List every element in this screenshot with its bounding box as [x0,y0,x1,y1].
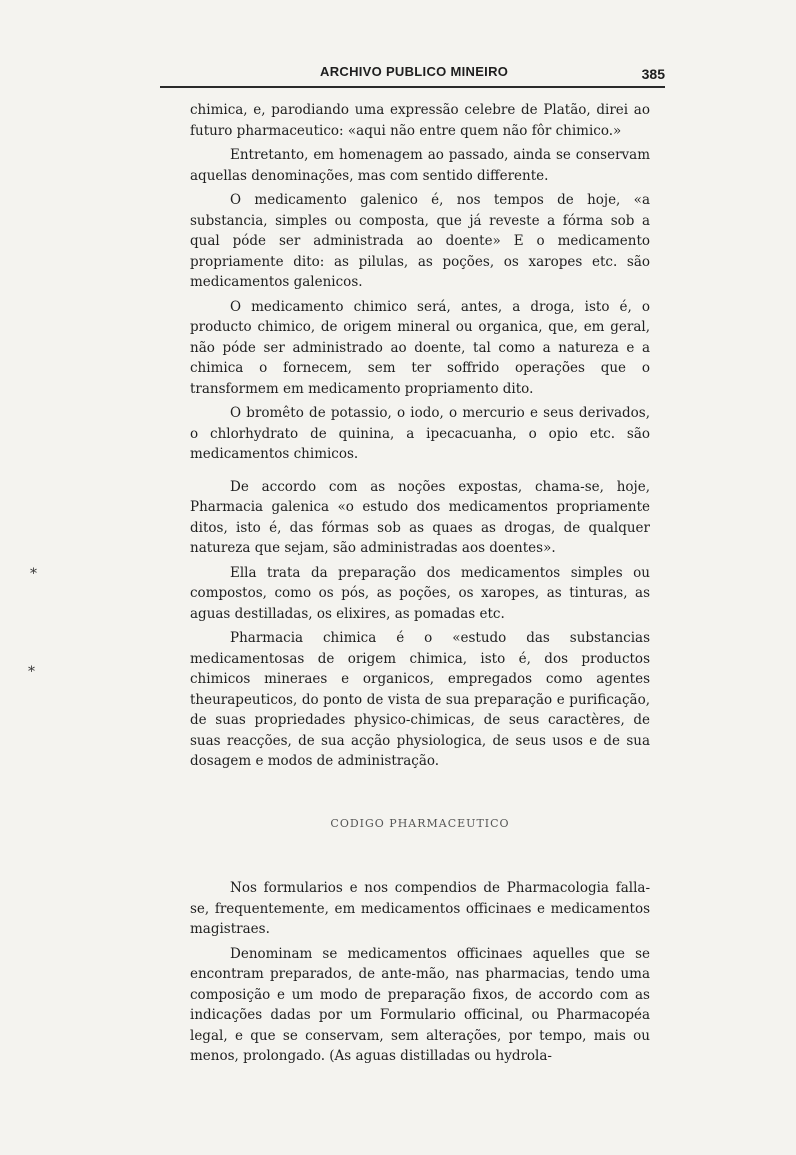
page-number: 385 [641,66,665,82]
paragraph: O bromêto de potassio, o iodo, o mercurio e seus derivados, o chlorhydrato de quinina, a ipecacuanha, o opio etc. são medicamentos chimicos. [190,405,650,462]
margin-mark: * [28,664,35,680]
body-text [190,100,650,1071]
paragraph: chimica, e, parodiando uma expressão celebre de Platão, direi ao futuro pharmaceutico: «aqui não entre quem não fôr chimico.» [190,102,650,139]
paragraph: O medicamento galenico é, nos tempos de hoje, «a substancia, simples ou composta, que já reveste a fórma sob a qual póde ser administrada ao doente» E o medicamento propriamente dito: as pilulas, as poções, os xaropes etc. são medicamentos galenicos. [190,192,650,290]
header-rule [160,86,665,88]
paragraph: Nos formularios e nos compendios de Pharmacologia falla-se, frequentemente, em medicamentos officinaes e medicamentos magistraes. [190,880,650,937]
paragraph: De accordo com as noções expostas, chama-se, hoje, Pharmacia galenica «o estudo dos medicamentos propriamente ditos, isto é, das fórmas sob as quaes as drogas, de qualquer natureza que sejam, são administradas aos doentes». [190,478,650,556]
section-heading: CODIGO PHARMACEUTICO [330,816,510,830]
paragraph: Entretanto, em homenagem ao passado, ainda se conservam aquellas denominações, mas com sentido differente. [190,147,650,184]
paragraph: Ella trata da preparação dos medicamentos simples ou compostos, como os pós, as poções, os xaropes, as tinturas, as aguas destilladas, os elixires, as pomadas etc. [190,564,650,622]
running-header [160,62,665,84]
header-title: ARCHIVO PUBLICO MINEIRO [320,64,509,79]
paragraph: Pharmacia chimica é o «estudo das substancias medicamentosas de origem chimica, isto é, dos productos chimicos mineraes e organicos, empregados como agentes theurapeuticos, do ponto de vista de sua preparação e purificação, de suas propriedades physico-chimicas, de seus caractères, de suas reacções, de sua acção physiologica, de seus usos e de sua dosagem e modos de administração. [190,630,650,769]
paragraph: Denominam se medicamentos officinaes aquelles que se encontram preparados, de ante-mão, nas pharmacias, tendo uma composição e um modo de preparação fixos, de accordo com as indicações dadas por um Formulario officinal, ou Pharmacopéa legal, e que se conservam, sem alterações, por tempo, mais ou menos, prolongado. (As aguas distilladas ou hydrola- [190,945,650,1064]
paragraph: O medicamento chimico será, antes, a droga, isto é, o producto chimico, de origem mineral ou organica, que, em geral, não póde ser administrado ao doente, tal como a natureza e a chimica o fornecem, sem ter soffrido operações que o transformem em medicamento propriamento dito. [190,298,650,397]
margin-mark: * [30,566,37,582]
